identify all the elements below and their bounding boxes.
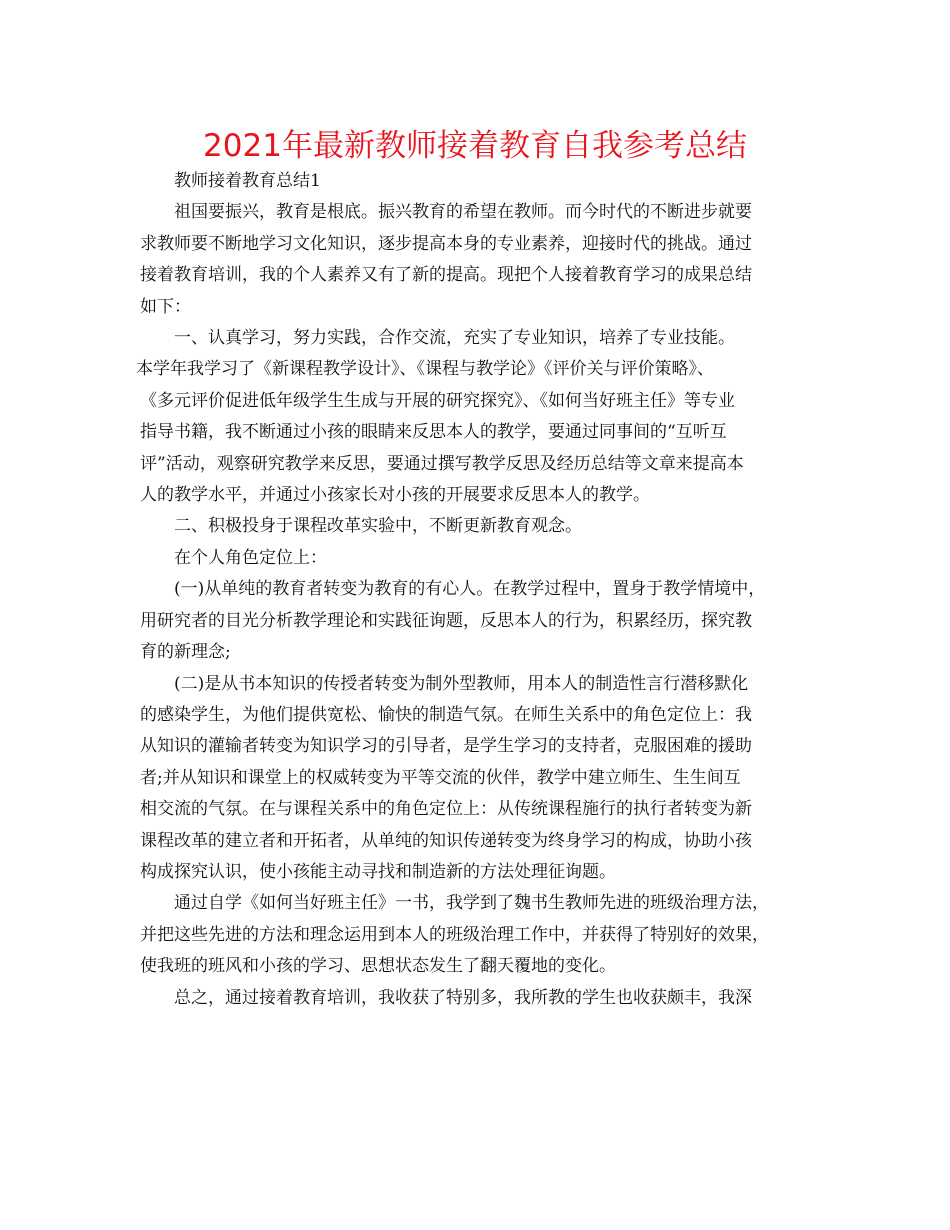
text-line: 课程改革的建立者和开拓者，从单纯的知识传递转变为终身学习的构成，协助小孩 <box>140 830 752 851</box>
text-line: 用研究者的目光分析教学理论和实践征询题，反思本人的行为，积累经历，探究教 <box>140 610 752 631</box>
text-line: 本学年我学习了《新课程教学设计》、《课程与教学论》《评价关与评价策略》、 <box>136 359 714 380</box>
text-line: 教师接着教育总结1 <box>174 171 321 191</box>
text-line: (一)从单纯的教育者转变为教育的有心人。在教学过程中，置身于教学情境中， <box>174 579 766 600</box>
text-line: 评”活动，观察研究教学来反思，要通过撰写教学反思及经历总结等文章来提高本 <box>140 453 744 474</box>
text-line: 接着教育培训，我的个人素养又有了新的提高。现把个人接着教育学习的成果总结 <box>140 265 752 286</box>
text-line: 从知识的灌输者转变为知识学习的引导者，是学生学习的支持者，克服困难的援助 <box>140 736 752 757</box>
text-line: 育的新理念; <box>140 642 231 663</box>
paragraph-self-study <box>140 888 812 982</box>
section-subtitle <box>140 166 812 197</box>
text-line: 求教师要不断地学习文化知识，逐步提高本身的专业素养，迎接时代的挑战。通过 <box>140 233 752 254</box>
document-body <box>136 166 812 1014</box>
text-line: 《多元评价促进低年级学生生成与开展的研究探究》、《如何当好班主任》等专业 <box>140 390 735 411</box>
paragraph-intro <box>140 197 812 323</box>
text-line: 祖国要振兴，教育是根底。振兴教育的希望在教师。而今时代的不断进步就要 <box>174 202 752 223</box>
text-line: 指导书籍，我不断通过小孩的眼睛来反思本人的教学，要通过同事间的“互听互 <box>140 422 727 443</box>
text-line: 总之，通过接着教育培训，我收获了特别多，我所教的学生也收获颇丰，我深 <box>174 987 752 1008</box>
paragraph-conclusion <box>140 983 812 1014</box>
text-line: 使我班的班风和小孩的学习、思想状态发生了翻天覆地的变化。 <box>140 956 616 977</box>
heading-section-2 <box>140 511 812 542</box>
text-line: 二、积极投身于课程改革实验中，不断更新教育观念。 <box>174 516 582 537</box>
text-line: 一、认真学习，努力实践，合作交流，充实了专业知识，培养了专业技能。 <box>174 328 735 349</box>
paragraph-role-1 <box>140 574 812 668</box>
text-line: 如下： <box>140 296 191 317</box>
text-line: 相交流的气氛。在与课程关系中的角色定位上：从传统课程施行的执行者转变为新 <box>140 799 752 820</box>
text-line: (二)是从书本知识的传授者转变为制外型教师，用本人的制造性言行潜移默化 <box>174 673 749 694</box>
paragraph-role-2 <box>140 669 812 889</box>
text-line: 人的教学水平，并通过小孩家长对小孩的开展要求反思本人的教学。 <box>140 485 650 506</box>
page-title: 2021年最新教师接着教育自我参考总结 <box>203 128 747 164</box>
paragraph-role-intro <box>140 543 812 574</box>
text-line: 在个人角色定位上： <box>174 547 327 568</box>
heading-section-1 <box>140 323 812 354</box>
text-line: 并把这些先进的方法和理念运用到本人的班级治理工作中，并获得了特别好的效果， <box>140 924 769 945</box>
text-line: 通过自学《如何当好班主任》一书，我学到了魏书生教师先进的班级治理方法， <box>174 893 769 914</box>
text-line: 构成探究认识，使小孩能主动寻找和制造新的方法处理征询题。 <box>140 861 616 882</box>
text-line: 者;并从知识和课堂上的权威转变为平等交流的伙伴，教学中建立师生、生生间互 <box>140 767 741 788</box>
paragraph-study <box>136 354 812 511</box>
text-line: 的感染学生，为他们提供宽松、愉快的制造气氛。在师生关系中的角色定位上：我 <box>140 704 752 725</box>
